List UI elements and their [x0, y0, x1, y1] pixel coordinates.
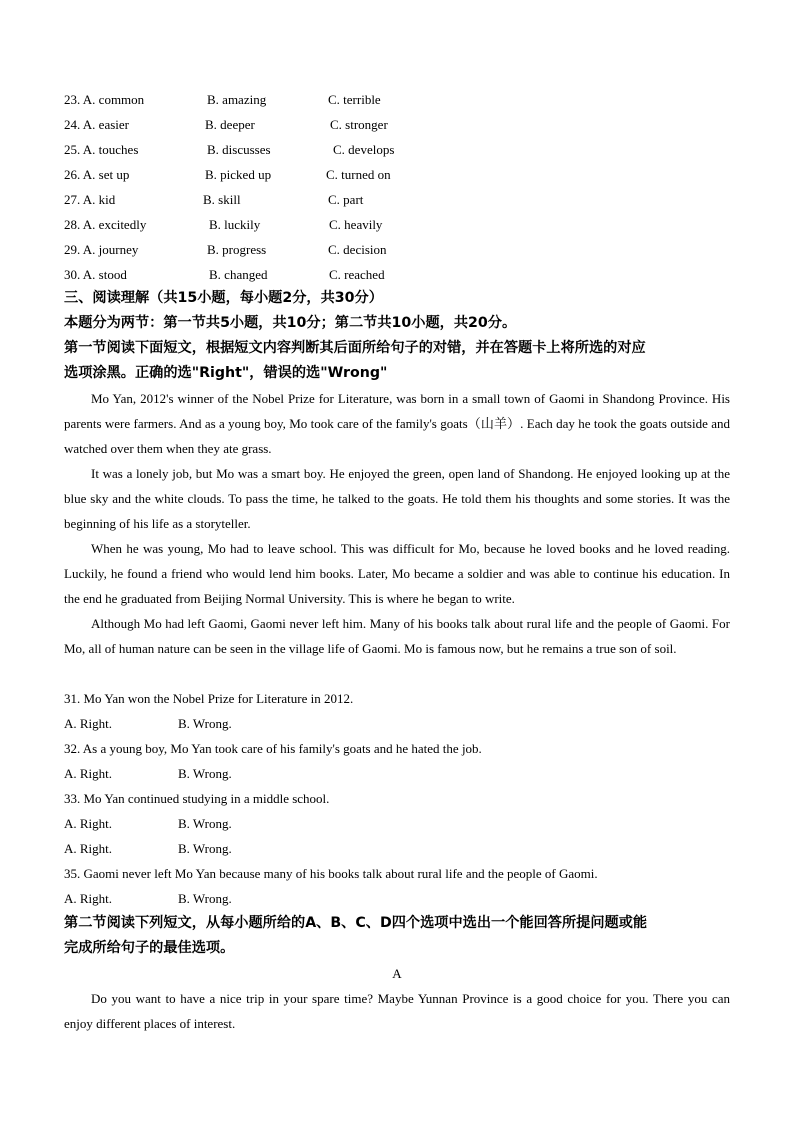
- option-b: B. luckily: [209, 217, 261, 232]
- option-c: C. decision: [328, 242, 387, 257]
- answer-wrong[interactable]: B. Wrong.: [178, 841, 232, 856]
- option-b: B. amazing: [207, 92, 267, 107]
- answer-wrong[interactable]: B. Wrong.: [178, 766, 232, 781]
- answer-wrong[interactable]: B. Wrong.: [178, 816, 232, 831]
- option-c: C. develops: [333, 142, 395, 157]
- option-c: C. stronger: [330, 117, 388, 132]
- answer-right[interactable]: A. Right.: [64, 766, 113, 781]
- section-title: 三、阅读理解（共15小题，每小题2分，共30分）: [64, 290, 383, 306]
- passage-paragraph-1: Mo Yan, 2012's winner of the Nobel Prize for Literature, was born in a small town of Gaomi in Shandong Province. His parents were farmers. And as a young boy, Mo took care of the family's goats（山羊）. Each day he took the goats outside and watched over them when they ate grass.: [64, 391, 730, 456]
- option-b: B. picked up: [205, 167, 272, 182]
- option-c: C. turned on: [326, 167, 391, 182]
- option-a: 25. A. touches: [64, 142, 139, 157]
- option-b: B. progress: [207, 242, 267, 257]
- option-b: B. discusses: [207, 142, 271, 157]
- answer-wrong[interactable]: B. Wrong.: [178, 891, 232, 906]
- passage-paragraph-4: Although Mo had left Gaomi, Gaomi never left him. Many of his books talk about rural life and the people of Gaomi. For Mo, all of human nature can be seen in the village life of Gaomi. Mo is famous now, but he remains a true son of soil.: [64, 616, 730, 656]
- question-31: 31. Mo Yan won the Nobel Prize for Literature in 2012.: [64, 691, 354, 706]
- part1-instruction-line2: 选项涂黑。正确的选"Right"，错误的选"Wrong": [64, 365, 388, 381]
- section-subtitle: 本题分为两节：第一节共5小题，共10分；第二节共10小题，共20分。: [64, 315, 517, 331]
- answer-right[interactable]: A. Right.: [64, 716, 113, 731]
- answer-wrong[interactable]: B. Wrong.: [178, 716, 232, 731]
- option-a: 29. A. journey: [64, 242, 139, 257]
- question-35: 35. Gaomi never left Mo Yan because many of his books talk about rural life and the people of Gaomi.: [64, 866, 598, 881]
- part1-instruction-line1: 第一节阅读下面短文，根据短文内容判断其后面所给句子的对错，并在答题卡上将所选的对应: [64, 340, 646, 356]
- passage-letter: A: [392, 966, 402, 981]
- option-c: C. heavily: [329, 217, 383, 232]
- passage-a-intro: Do you want to have a nice trip in your spare time? Maybe Yunnan Province is a good choice for you. There you can enjoy different places of interest.: [64, 991, 730, 1031]
- option-c: C. reached: [329, 267, 385, 282]
- question-32: 32. As a young boy, Mo Yan took care of his family's goats and he hated the job.: [64, 741, 482, 756]
- answer-right[interactable]: A. Right.: [64, 891, 113, 906]
- part2-instruction-line1: 第二节阅读下列短文，从每小题所给的A、B、C、D四个选项中选出一个能回答所提问题或能: [64, 915, 648, 931]
- question-33: 33. Mo Yan continued studying in a middle school.: [64, 791, 330, 806]
- option-c: C. terrible: [328, 92, 381, 107]
- option-b: B. deeper: [205, 117, 255, 132]
- option-b: B. skill: [203, 192, 241, 207]
- option-b: B. changed: [209, 267, 268, 282]
- option-a: 26. A. set up: [64, 167, 130, 182]
- answer-right[interactable]: A. Right.: [64, 816, 113, 831]
- part2-instruction-line2: 完成所给句子的最佳选项。: [64, 940, 235, 956]
- option-a: 23. A. common: [64, 92, 145, 107]
- answer-right[interactable]: A. Right.: [64, 841, 113, 856]
- option-c: C. part: [328, 192, 364, 207]
- option-a: 28. A. excitedly: [64, 217, 147, 232]
- option-a: 30. A. stood: [64, 267, 127, 282]
- option-a: 27. A. kid: [64, 192, 116, 207]
- passage-paragraph-2: It was a lonely job, but Mo was a smart boy. He enjoyed the green, open land of Shandong. He enjoyed looking up at the blue sky and the white clouds. To pass the time, he talked to the goats. He told them his thoughts and some stories. It was the beginning of his life as a storyteller.: [64, 466, 730, 531]
- passage-paragraph-3: When he was young, Mo had to leave school. This was difficult for Mo, because he loved books and he loved reading. Luckily, he found a friend who would lend him books. Later, Mo became a soldier and was able to continue his education. In the end he graduated from Beijing Normal University. This is where he began to write.: [64, 541, 730, 606]
- option-a: 24. A. easier: [64, 117, 129, 132]
